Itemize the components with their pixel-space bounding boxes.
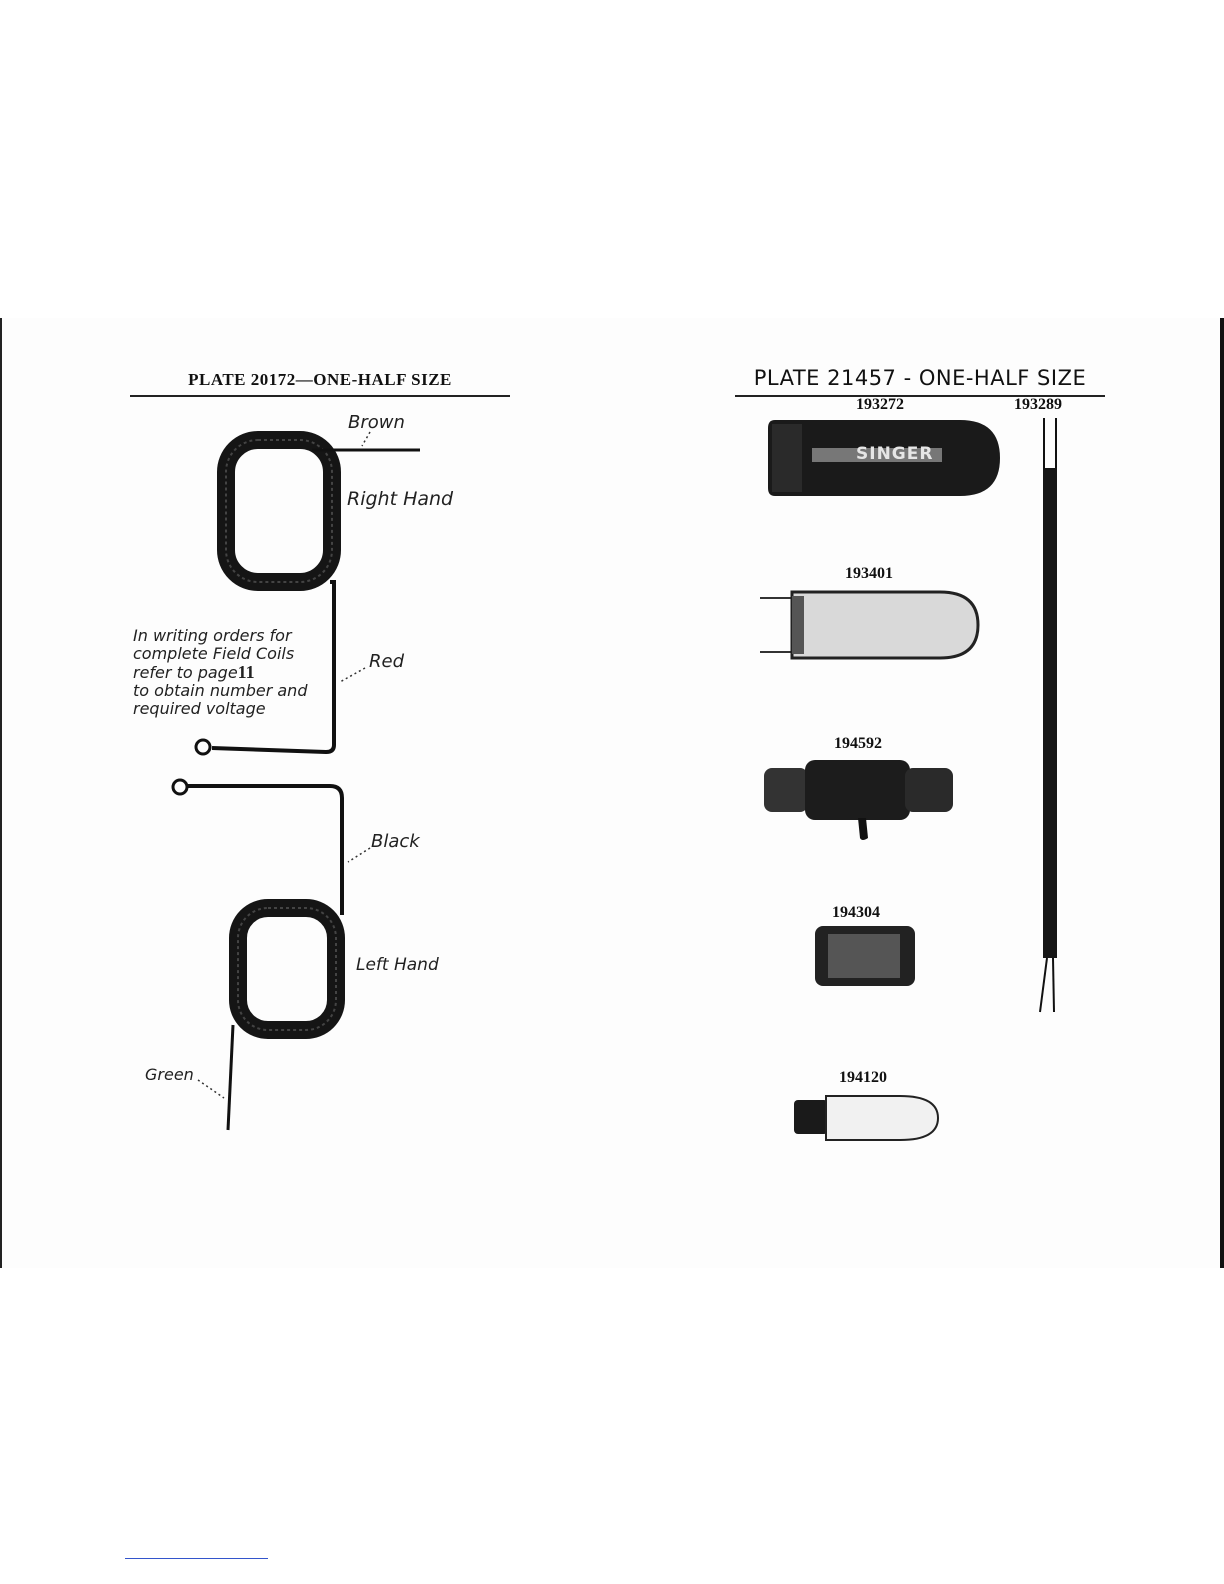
note-page-number: 11 [237, 662, 255, 682]
part-194304-sleeve [815, 926, 915, 986]
part-number-193401: 193401 [845, 565, 893, 582]
label-brown: Brown [348, 412, 405, 433]
green-wire [228, 1025, 233, 1130]
singer-brand-mark: SINGER [856, 444, 934, 464]
part-193401-shell [760, 592, 978, 658]
right-plate-title: PLATE 21457 - ONE-HALF SIZE [753, 366, 1087, 390]
part-number-193289: 193289 [1014, 396, 1062, 413]
red-wire-eyelet [196, 740, 210, 754]
ordering-note [133, 627, 338, 718]
label-left-hand: Left Hand [356, 955, 439, 975]
black-wire-eyelet [173, 780, 187, 794]
left-plate-title: PLATE 20172—ONE-HALF SIZE [188, 370, 452, 389]
label-right-hand: Right Hand [347, 488, 454, 510]
part-number-193272: 193272 [856, 396, 904, 413]
note-line-2: complete Field Coils [133, 644, 295, 663]
part-194120-bulb [794, 1096, 938, 1140]
footer-link-underline[interactable] [125, 1558, 268, 1559]
part-number-194304: 194304 [832, 904, 880, 921]
part-number-194592: 194592 [834, 735, 882, 752]
label-green: Green [145, 1065, 194, 1084]
part-194592-socket [764, 760, 953, 840]
black-wire [186, 786, 342, 915]
label-red: Red [369, 651, 405, 672]
note-line-3-prefix: refer to page [133, 663, 238, 682]
part-193289-cord [1040, 418, 1057, 1012]
label-black: Black [371, 831, 420, 852]
note-line-1: In writing orders for [133, 626, 292, 645]
left-hand-coil [173, 780, 342, 1130]
part-number-194120: 194120 [839, 1069, 887, 1086]
note-line-3 [133, 663, 338, 682]
note-line-5: required voltage [133, 699, 266, 718]
note-line-4: to obtain number and [133, 681, 308, 700]
